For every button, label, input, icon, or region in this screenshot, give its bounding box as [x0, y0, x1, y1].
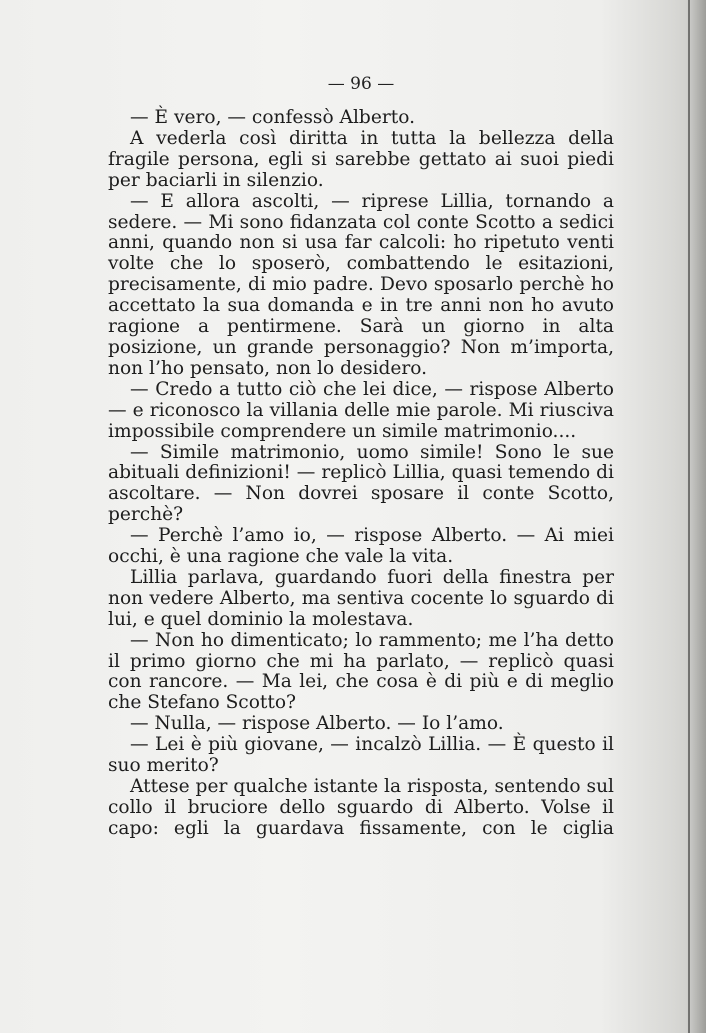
- paragraph: — Credo a tutto ciò che lei dice, — rispose Alberto — e riconosco la villania delle mie parole. Mi riusciva impossibile comprendere un simile matrimonio....: [108, 378, 614, 442]
- paragraph: — Non ho dimenticato; lo rammento; me l’ha detto il primo giorno che mi ha parlato, — replicò quasi con rancore. — Ma lei, che cosa è di più e di meglio che Stefano Scotto?: [108, 629, 614, 714]
- paragraph: A vederla così diritta in tutta la bellezza della fragile persona, egli si sarebbe gettato ai suoi piedi per baciarli in silenzio.: [108, 127, 614, 191]
- body-text: [108, 108, 614, 840]
- paragraph: Lillia parlava, guardando fuori della finestra per non vedere Alberto, ma sentiva cocente lo sguardo di lui, e quel dominio la molestava.: [108, 566, 614, 630]
- paragraph: — Simile matrimonio, uomo simile! Sono le sue abituali definizioni! — replicò Lillia, quasi temendo di ascoltare. — Non dovrei sposare il conte Scotto, perchè?: [108, 441, 614, 526]
- paragraph: Attese per qualche istante la risposta, sentendo sul collo il bruciore dello sguardo di Alberto. Volse il capo: egli la guardava fissamente, con le ciglia: [108, 776, 614, 839]
- paragraph: — Nulla, — rispose Alberto. — Io l’amo.: [130, 713, 504, 735]
- page-number: — 96 —: [327, 74, 395, 94]
- paragraph: — È vero, — confessò Alberto.: [130, 107, 415, 128]
- page-edge-line: [688, 0, 690, 1033]
- paragraph: — E allora ascolti, — riprese Lillia, tornando a sedere. — Mi sono fidanzata col conte Scotto a sedici anni, quando non si usa far calcoli: ho ripetuto venti volte che lo sposerò, combattendo le esitazioni, precisamente, di mio padre. Devo sposarlo perchè ho accettato la sua domanda e in tre anni non ho avuto ragione a pentirmene. Sarà un giorno in alta posizione, un grande personaggio? Non m’importa, non l’ho pensato, non lo desidero.: [108, 190, 614, 379]
- paragraph: — Perchè l’amo io, — rispose Alberto. — Ai miei occhi, è una ragione che vale la vita.: [108, 525, 614, 568]
- paragraph: — Lei è più giovane, — incalzò Lillia. — È questo il suo merito?: [108, 734, 614, 777]
